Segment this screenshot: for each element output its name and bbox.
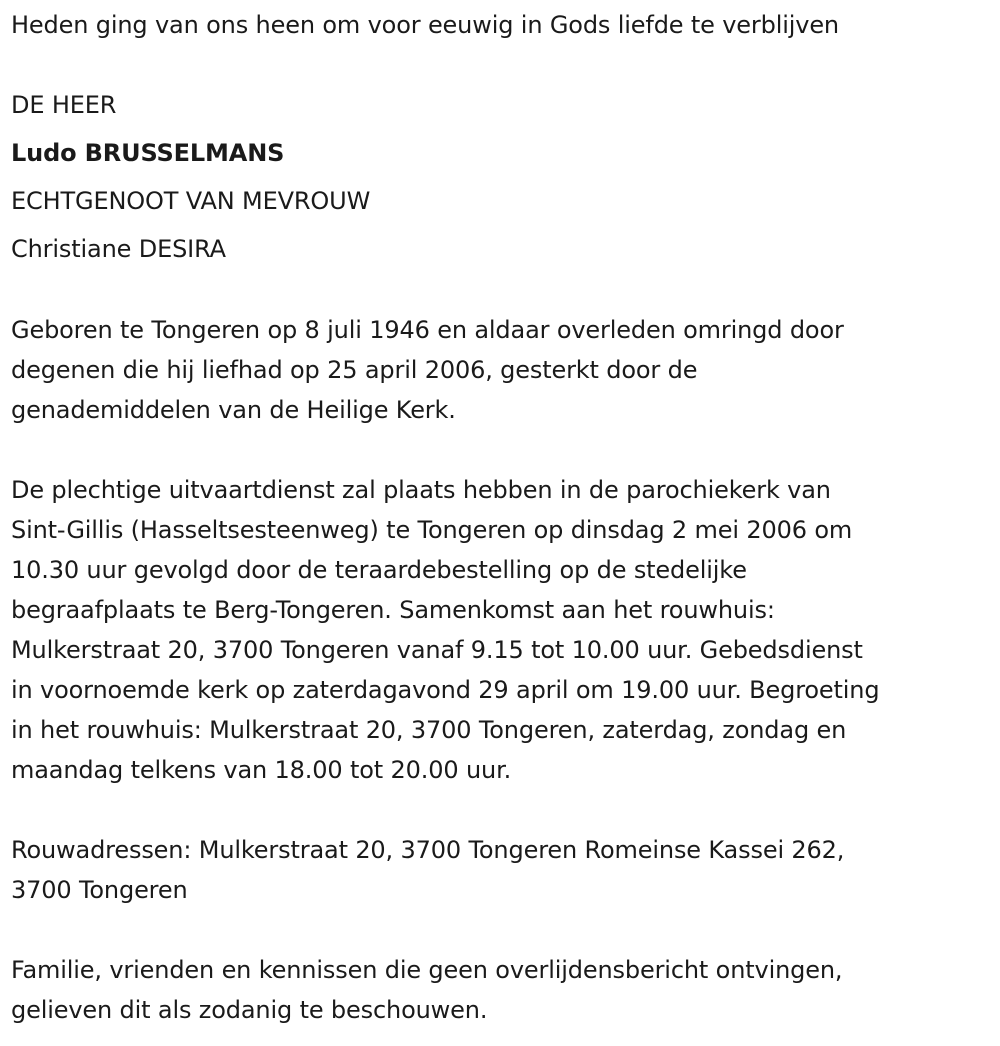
text-line: 3700 Tongeren	[11, 876, 188, 904]
text-line: in voornoemde kerk op zaterdagavond 29 april om 19.00 uur. Begroeting	[11, 676, 880, 704]
text-line: gelieven dit als zodanig te beschouwen.	[11, 996, 488, 1024]
funeral-paragraph	[11, 470, 991, 790]
text-line: Mulkerstraat 20, 3700 Tongeren vanaf 9.15 tot 10.00 uur. Gebedsdienst	[11, 636, 863, 664]
deceased-name: Ludo BRUSSELMANS	[11, 139, 285, 167]
text-line: in het rouwhuis: Mulkerstraat 20, 3700 Tongeren, zaterdag, zondag en	[11, 716, 847, 744]
spouse-name: Christiane DESIRA	[11, 235, 226, 263]
text-line: Familie, vrienden en kennissen die geen overlijdensbericht ontvingen,	[11, 956, 843, 984]
text-line: maandag telkens van 18.00 tot 20.00 uur.	[11, 756, 512, 784]
opening-line: Heden ging van ons heen om voor eeuwig in Gods liefde te verblijven	[11, 11, 839, 39]
text-line: begraafplaats te Berg-Tongeren. Samenkomst aan het rouwhuis:	[11, 596, 775, 624]
text-line: Rouwadressen: Mulkerstraat 20, 3700 Tongeren Romeinse Kassei 262,	[11, 836, 845, 864]
text-line: De plechtige uitvaartdienst zal plaats hebben in de parochiekerk van	[11, 476, 831, 504]
closing-paragraph	[11, 950, 991, 1030]
addresses-paragraph	[11, 830, 991, 910]
birth-death-paragraph	[11, 310, 991, 430]
text-line: 10.30 uur gevolgd door de teraardebestelling op de stedelijke	[11, 556, 747, 584]
text-line: degenen die hij liefhad op 25 april 2006, gesterkt door de	[11, 356, 698, 384]
text-line: genademiddelen van de Heilige Kerk.	[11, 396, 456, 424]
text-line: Sint-Gillis (Hasseltsesteenweg) te Tongeren op dinsdag 2 mei 2006 om	[11, 516, 853, 544]
relation-line: ECHTGENOOT VAN MEVROUW	[11, 187, 371, 215]
text-line: Geboren te Tongeren op 8 juli 1946 en aldaar overleden omringd door	[11, 316, 844, 344]
title-line: DE HEER	[11, 91, 117, 119]
